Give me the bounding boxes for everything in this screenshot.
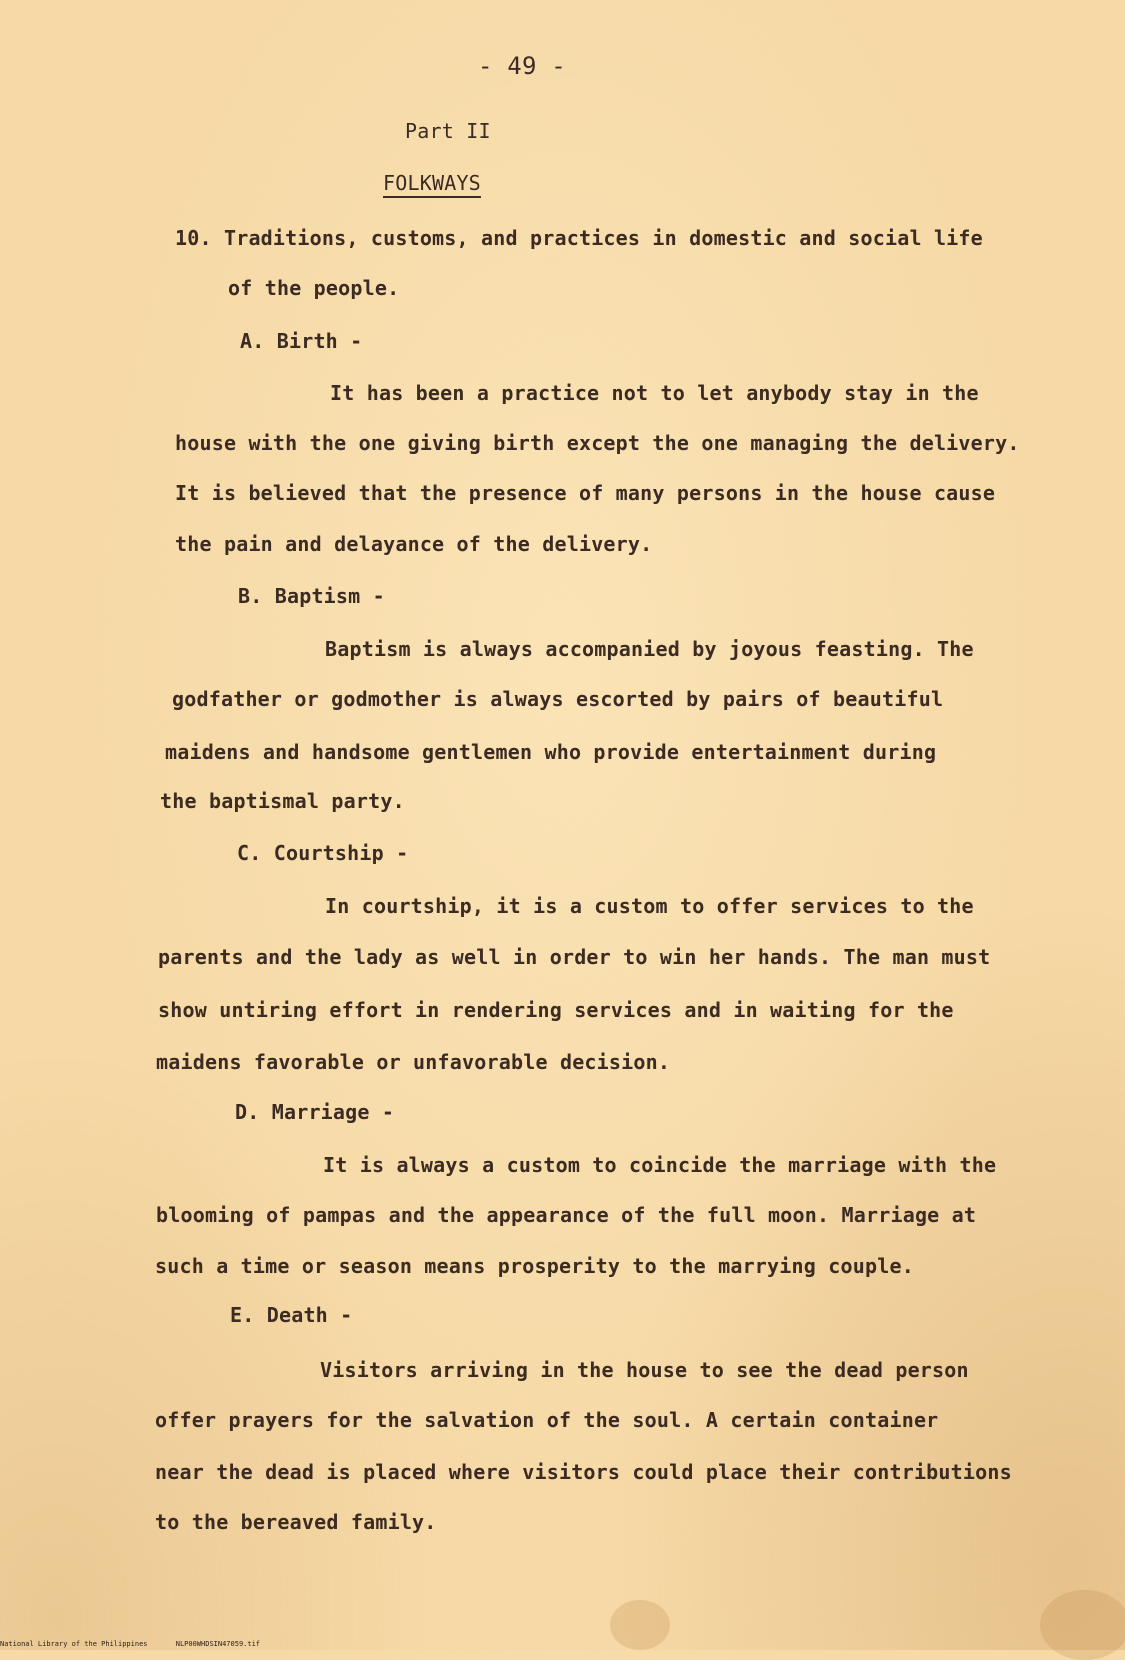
subheading-marriage: D. Marriage - — [235, 1100, 395, 1124]
subheading-baptism: B. Baptism - — [238, 584, 385, 608]
paragraph-line: It is believed that the presence of many persons in the house cause — [175, 481, 996, 505]
paragraph-line: near the dead is placed where visitors could place their contributions — [155, 1460, 1012, 1484]
scan-footer — [0, 1640, 284, 1648]
subheading-death: E. Death - — [230, 1303, 353, 1327]
paragraph-line: It is always a custom to coincide the marriage with the — [323, 1153, 997, 1177]
paragraph-line: Baptism is always accompanied by joyous feasting. The — [325, 637, 974, 661]
paragraph-line: maidens and handsome gentlemen who provide entertainment during — [165, 740, 937, 764]
paragraph-line: show untiring effort in rendering services and in waiting for the — [158, 998, 954, 1022]
item-heading-line-1: 10. Traditions, customs, and practices in domestic and social life — [175, 226, 983, 250]
paragraph-line: the baptismal party. — [160, 789, 405, 813]
page-number: - 49 - — [478, 52, 566, 80]
footer-file-id: NLP00WHDSIN47059.tif — [175, 1640, 261, 1648]
paragraph-line: offer prayers for the salvation of the soul. A certain container — [155, 1408, 939, 1432]
paragraph-line: the pain and delayance of the delivery. — [175, 532, 653, 556]
subheading-birth: A. Birth - — [240, 329, 363, 353]
paragraph-line: blooming of pampas and the appearance of the full moon. Marriage at — [156, 1203, 977, 1227]
paragraph-line: It has been a practice not to let anybody stay in the — [330, 381, 979, 405]
paragraph-line: Visitors arriving in the house to see the dead person — [320, 1358, 969, 1382]
paper-stain — [610, 1600, 670, 1650]
part-title: Part II — [405, 119, 491, 143]
paragraph-line: parents and the lady as well in order to win her hands. The man must — [158, 945, 991, 969]
footer-library: National Library of the Philippines — [0, 1640, 148, 1648]
section-title: FOLKWAYS — [383, 171, 481, 195]
paragraph-line: godfather or godmother is always escorted by pairs of beautiful — [172, 687, 944, 711]
paragraph-line: maidens favorable or unfavorable decision. — [156, 1050, 671, 1074]
paragraph-line: house with the one giving birth except the one managing the delivery. — [175, 431, 1020, 455]
paragraph-line: In courtship, it is a custom to offer services to the — [325, 894, 974, 918]
paragraph-line: such a time or season means prosperity to the marrying couple. — [155, 1254, 914, 1278]
paragraph-line: to the bereaved family. — [155, 1510, 437, 1534]
subheading-courtship: C. Courtship - — [237, 841, 409, 865]
item-heading-line-2: of the people. — [228, 276, 400, 300]
